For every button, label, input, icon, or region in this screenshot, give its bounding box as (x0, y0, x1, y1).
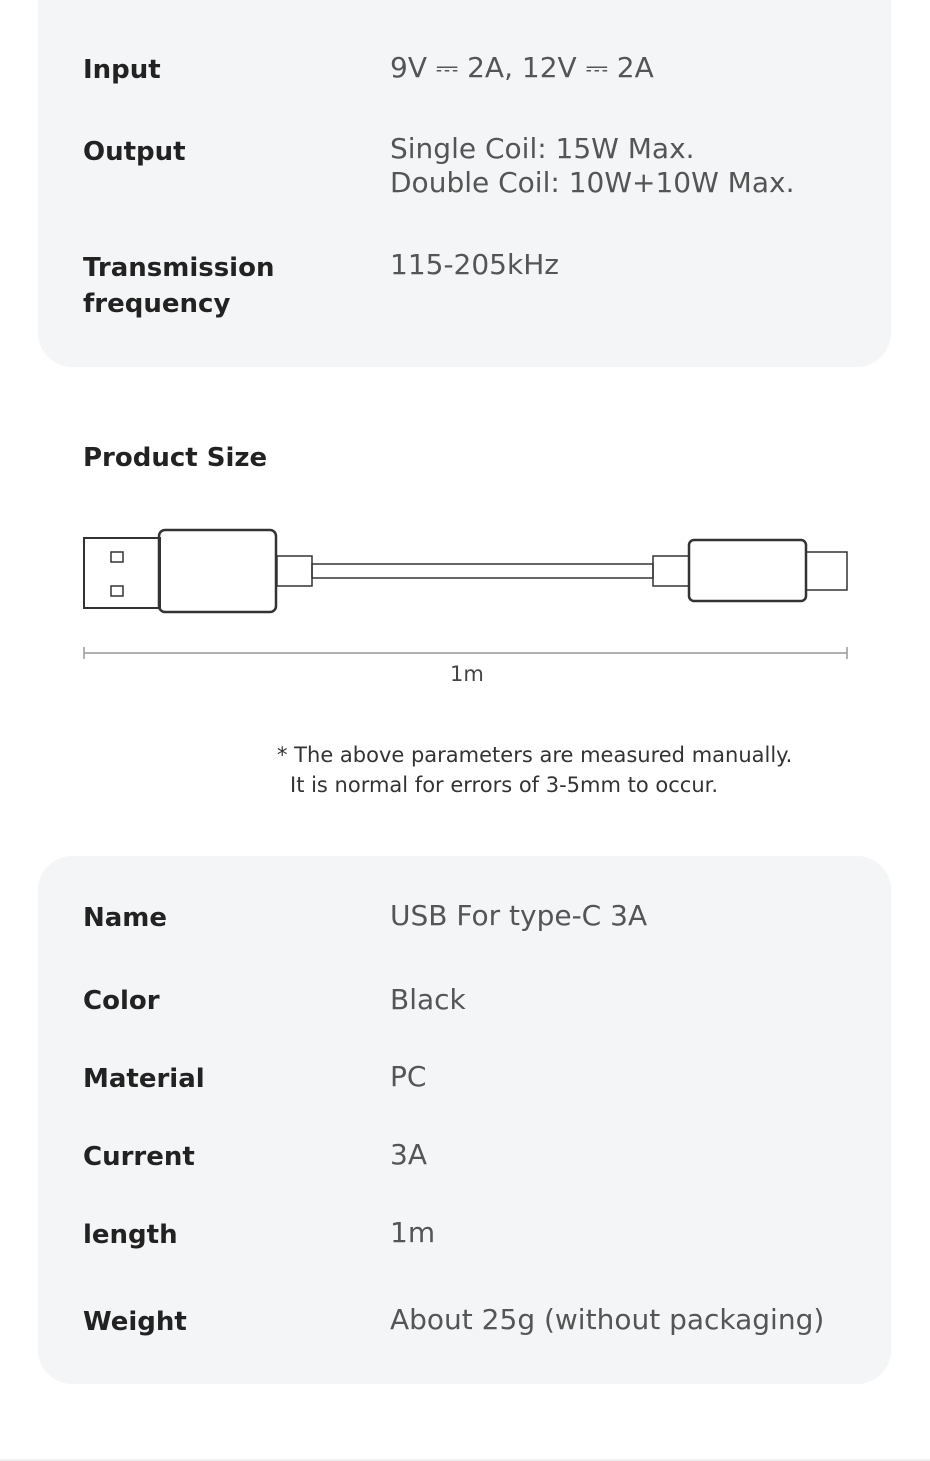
usb-c-cable-diagram (80, 525, 852, 620)
usb-c-plug (806, 552, 847, 590)
measurement-note-line2: It is normal for errors of 3-5mm to occur. (290, 773, 719, 797)
length-label: length (83, 1220, 178, 1250)
output-value-line2: Double Coil: 10W+10W Max. (390, 166, 795, 199)
cable (312, 564, 653, 578)
transmission-frequency-label-line2: frequency (83, 289, 231, 319)
current-label: Current (83, 1142, 195, 1172)
length-dimension-line (80, 643, 852, 663)
usb-a-housing (159, 530, 276, 612)
transmission-frequency-label-line1: Transmission (83, 253, 275, 283)
input-value: 9V ⎓ 2A, 12V ⎓ 2A (390, 51, 654, 84)
color-label: Color (83, 986, 160, 1016)
weight-value: About 25g (without packaging) (390, 1303, 825, 1336)
usb-c-housing (689, 540, 806, 601)
output-value (390, 132, 794, 200)
transmission-frequency-value: 115-205kHz (390, 248, 559, 281)
usb-a-pin-icon (111, 586, 123, 596)
material-label: Material (83, 1064, 205, 1094)
measurement-note (277, 740, 792, 800)
length-dimension-label: 1m (450, 662, 484, 686)
name-label: Name (83, 903, 168, 933)
output-label: Output (83, 137, 186, 167)
output-value-line1: Single Coil: 15W Max. (390, 132, 695, 165)
current-value: 3A (390, 1138, 427, 1171)
input-label: Input (83, 55, 161, 85)
length-value: 1m (390, 1216, 436, 1249)
material-value: PC (390, 1060, 427, 1093)
strain-relief-left (277, 556, 312, 586)
name-value: USB For type-C 3A (390, 899, 648, 932)
product-size-title: Product Size (83, 443, 268, 473)
color-value: Black (390, 983, 466, 1016)
usb-a-plug (84, 538, 160, 608)
measurement-note-line1: * The above parameters are measured manually. (277, 743, 793, 767)
usb-a-pin-icon (111, 552, 123, 562)
strain-relief-right (653, 556, 689, 586)
transmission-frequency-label (83, 250, 274, 322)
weight-label: Weight (83, 1307, 187, 1337)
